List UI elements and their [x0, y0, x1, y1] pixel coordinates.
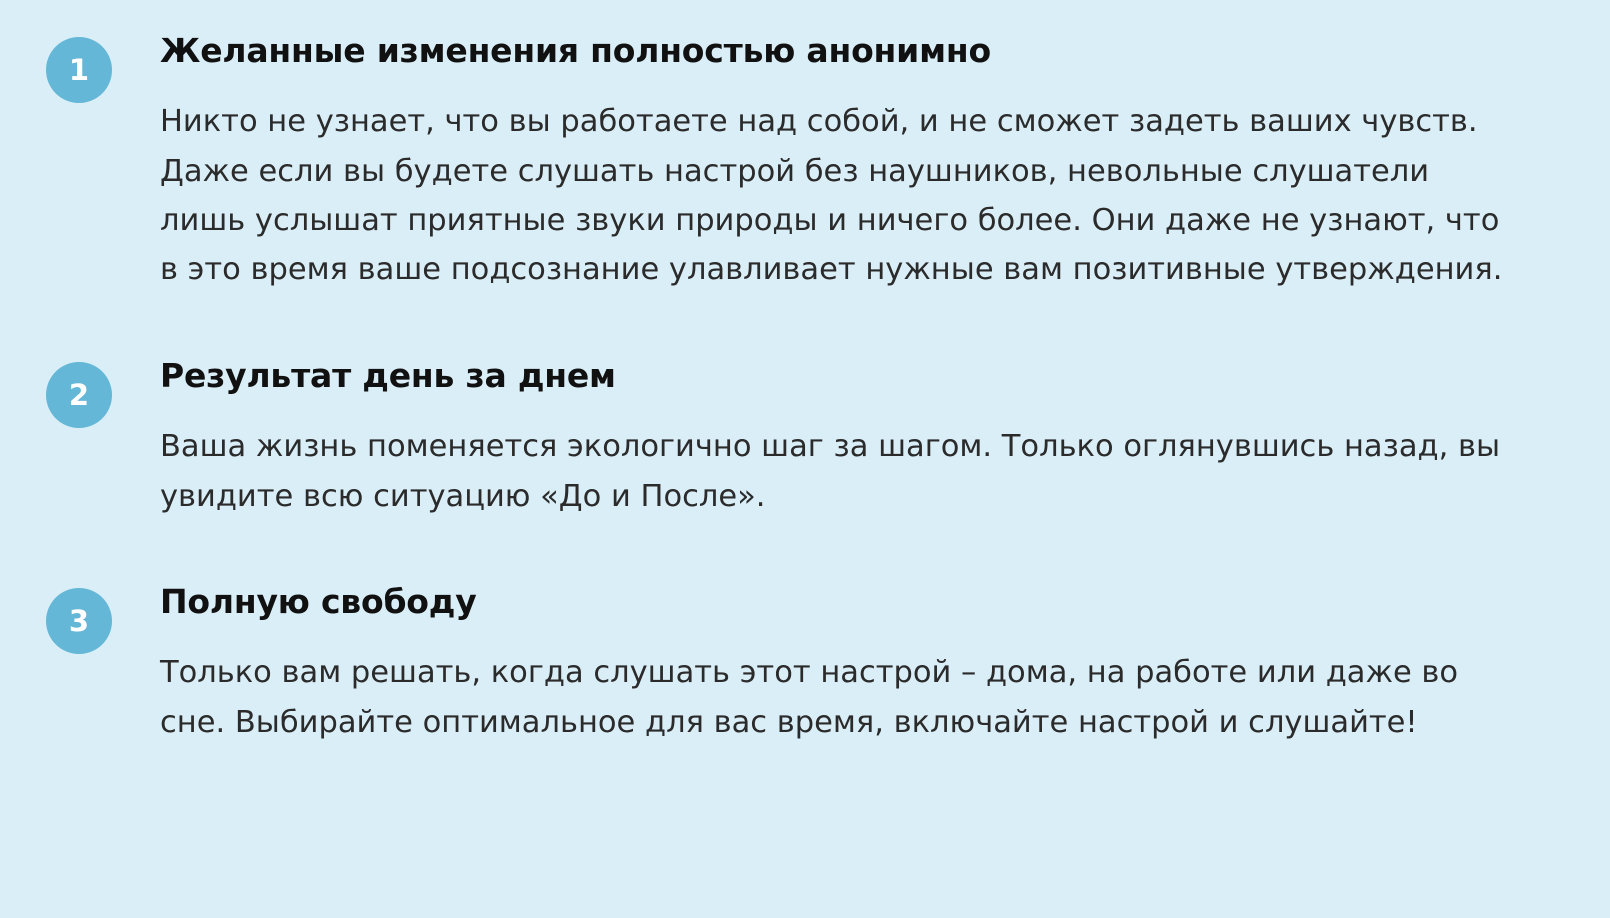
benefit-title: Полную свободу	[160, 581, 477, 621]
benefit-body	[112, 30, 1510, 295]
benefit-number-badge: 3	[46, 588, 112, 654]
benefit-body	[112, 581, 1510, 747]
benefit-item	[46, 30, 1510, 295]
benefit-title: Желанные изменения полностью анонимно	[160, 31, 991, 70]
benefit-description: Ваша жизнь поменяется экологично шаг за шагом. Только оглянувшись назад, вы увидите всю ситуацию «До и После».	[160, 429, 1501, 514]
benefit-item	[46, 355, 1510, 521]
benefit-item	[46, 581, 1510, 747]
benefit-body	[112, 355, 1510, 521]
benefit-number-badge: 2	[46, 362, 112, 428]
benefit-number-badge: 1	[46, 37, 112, 103]
benefit-description: Только вам решать, когда слушать этот настрой – дома, на работе или даже во сне. Выбирайте оптимальное для вас время, включайте настрой и слушайте!	[160, 655, 1459, 740]
benefit-description: Никто не узнает, что вы работаете над собой, и не сможет задеть ваших чувств. Даже если вы будете слушать настрой без наушников, невольные слушатели лишь услышат приятные звуки природы и ничего более. Они даже не узнают, что в это время ваше подсознание улавливает нужные вам позитивные утверждения.	[160, 104, 1503, 288]
benefit-title: Результат день за днем	[160, 355, 616, 395]
